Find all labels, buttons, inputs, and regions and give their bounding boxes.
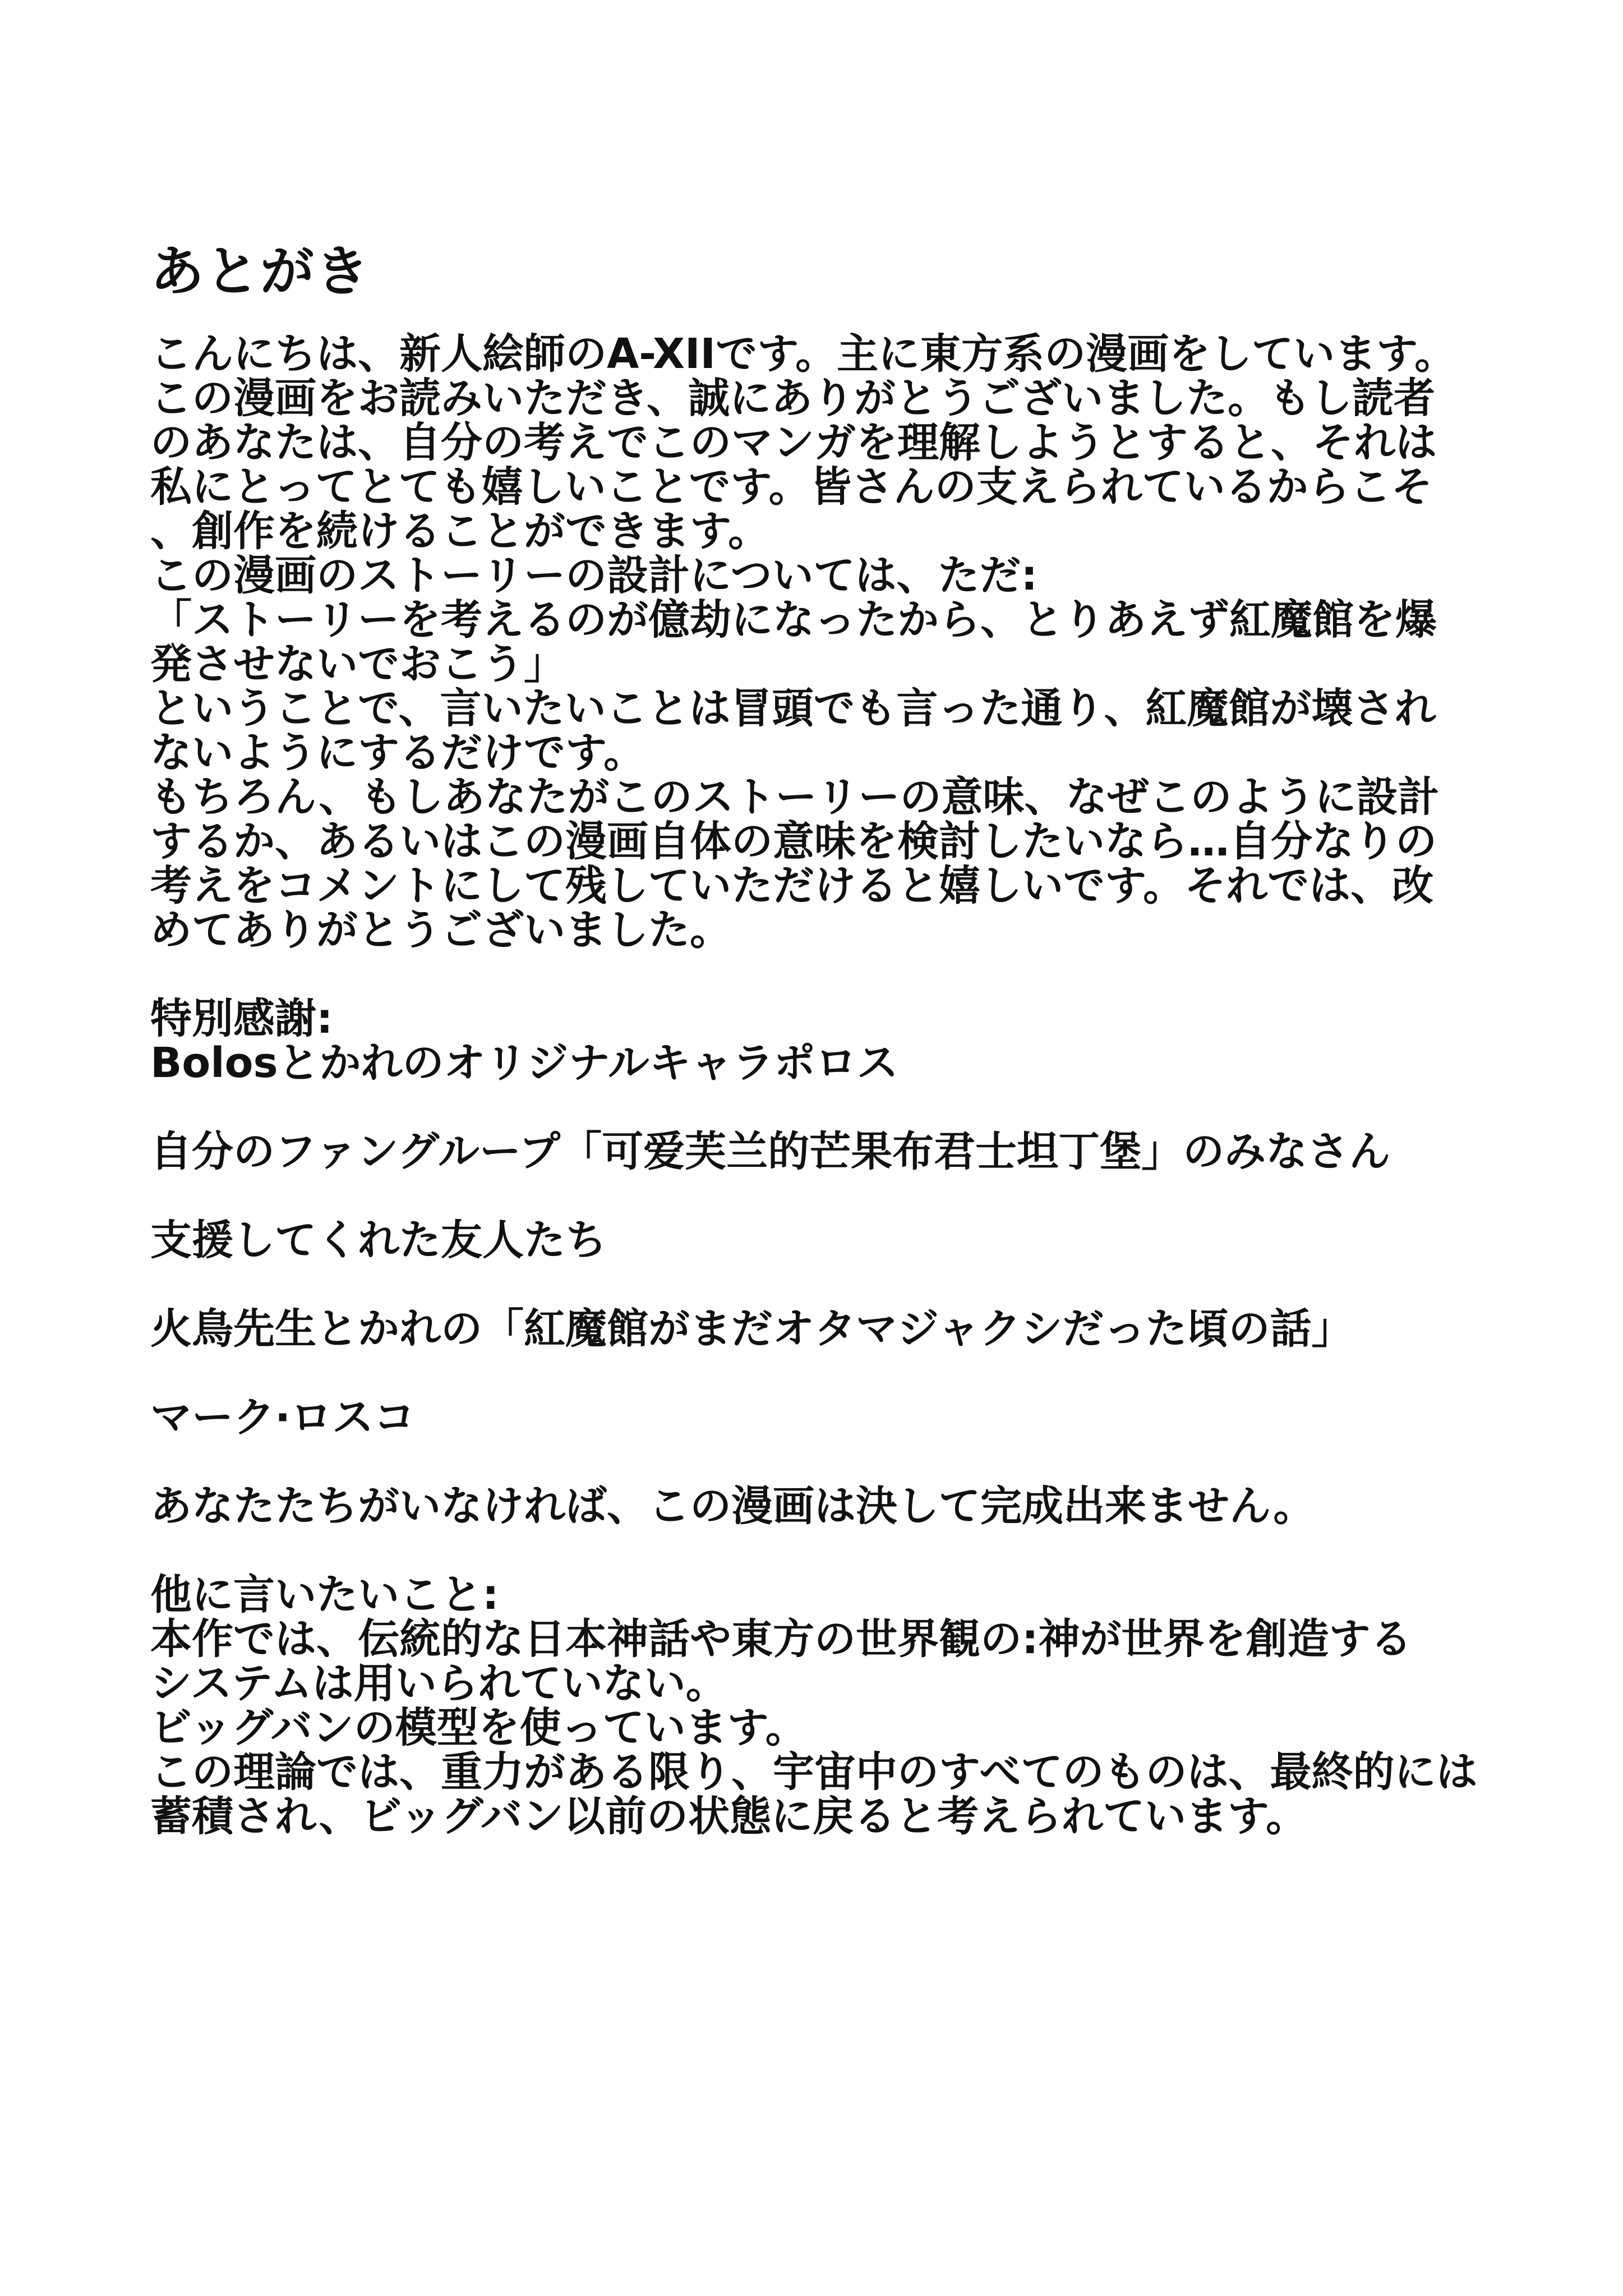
blank-line — [150, 953, 1496, 997]
text-line: 「ストーリーを考えるのが億劫になったから、とりあえず紅魔館を爆 — [150, 596, 1437, 644]
text-line: この漫画をお読みいただき、誠にありがとうございました。もし読者 — [150, 374, 1436, 422]
thanks-item: 支援してくれた友人たち — [150, 1216, 607, 1264]
thanks-item: マーク·ロスコ — [150, 1393, 416, 1442]
blank-line — [150, 1085, 1496, 1130]
text-line: のあなたは、自分の考えでこのマンガを理解しようとすると、それは — [150, 418, 1437, 467]
text-line: 本作では、伝統的な日本神話や東方の世界観の:神が世界を創造する — [150, 1615, 1412, 1663]
text-line: 蓄積され、ビッグバン以前の状態に戻ると考えられています。 — [150, 1792, 1308, 1841]
text-line: この漫画のストーリーの設計については、ただ: — [150, 551, 1038, 600]
text-line: もちろん、もしあなたがこのストーリーの意味、なぜこのように設計 — [150, 773, 1440, 821]
page-title: あとがき — [150, 240, 370, 303]
text-line: こんにちは、新人絵師のA-XIIです。主に東方系の漫画をしています。 — [150, 330, 1456, 378]
blank-line — [150, 1263, 1496, 1307]
afterword-content — [150, 234, 1496, 1839]
text-line: 、創作を続けることができます。 — [150, 507, 770, 555]
afterword-body — [150, 332, 1496, 1839]
text-line: するか、あるいはこの漫画自体の意味を検討したいなら…自分なりの — [150, 817, 1437, 866]
blank-line — [150, 1440, 1496, 1484]
text-line: 私にとってとても嬉しいことです。皆さんの支えられているからこそ — [150, 463, 1433, 511]
text-line: システムは用いられていない。 — [150, 1659, 727, 1708]
other-notes-heading: 他に言いたいこと: — [150, 1571, 499, 1619]
text-line: めてありがとうございました。 — [150, 906, 731, 954]
text-line: この理論では、重力がある限り、宇宙中のすべてのものは、最終的には — [150, 1748, 1478, 1796]
special-thanks-heading: 特別感謝: — [150, 995, 333, 1043]
thanks-item: 自分のファングループ「可爱芙兰的芒果布君士坦丁堡」のみなさん — [150, 1128, 1391, 1176]
text-line: 発させないでおこう」 — [150, 640, 565, 688]
thanks-item: Bolosとかれのオリジナルキャラポロス — [150, 1039, 898, 1087]
blank-line — [150, 1174, 1496, 1218]
text-line: ということで、言いたいことは冒頭でも言った通り、紅魔館が壊され — [150, 684, 1436, 733]
text-line: ビッグバンの模型を使っています。 — [150, 1704, 807, 1752]
thanks-item: 火鳥先生とかれの「紅魔館がまだオタマジャクシだった頃の話」 — [150, 1305, 1353, 1353]
text-line: 考えをコメントにして残していただけると嬉しいです。それでは、改 — [150, 862, 1434, 910]
text-line: あなたたちがいなければ、この漫画は決して完成出来ません。 — [150, 1482, 1315, 1530]
blank-line — [150, 1529, 1496, 1573]
text-line: ないようにするだけです。 — [150, 729, 645, 777]
blank-line — [150, 1351, 1496, 1396]
